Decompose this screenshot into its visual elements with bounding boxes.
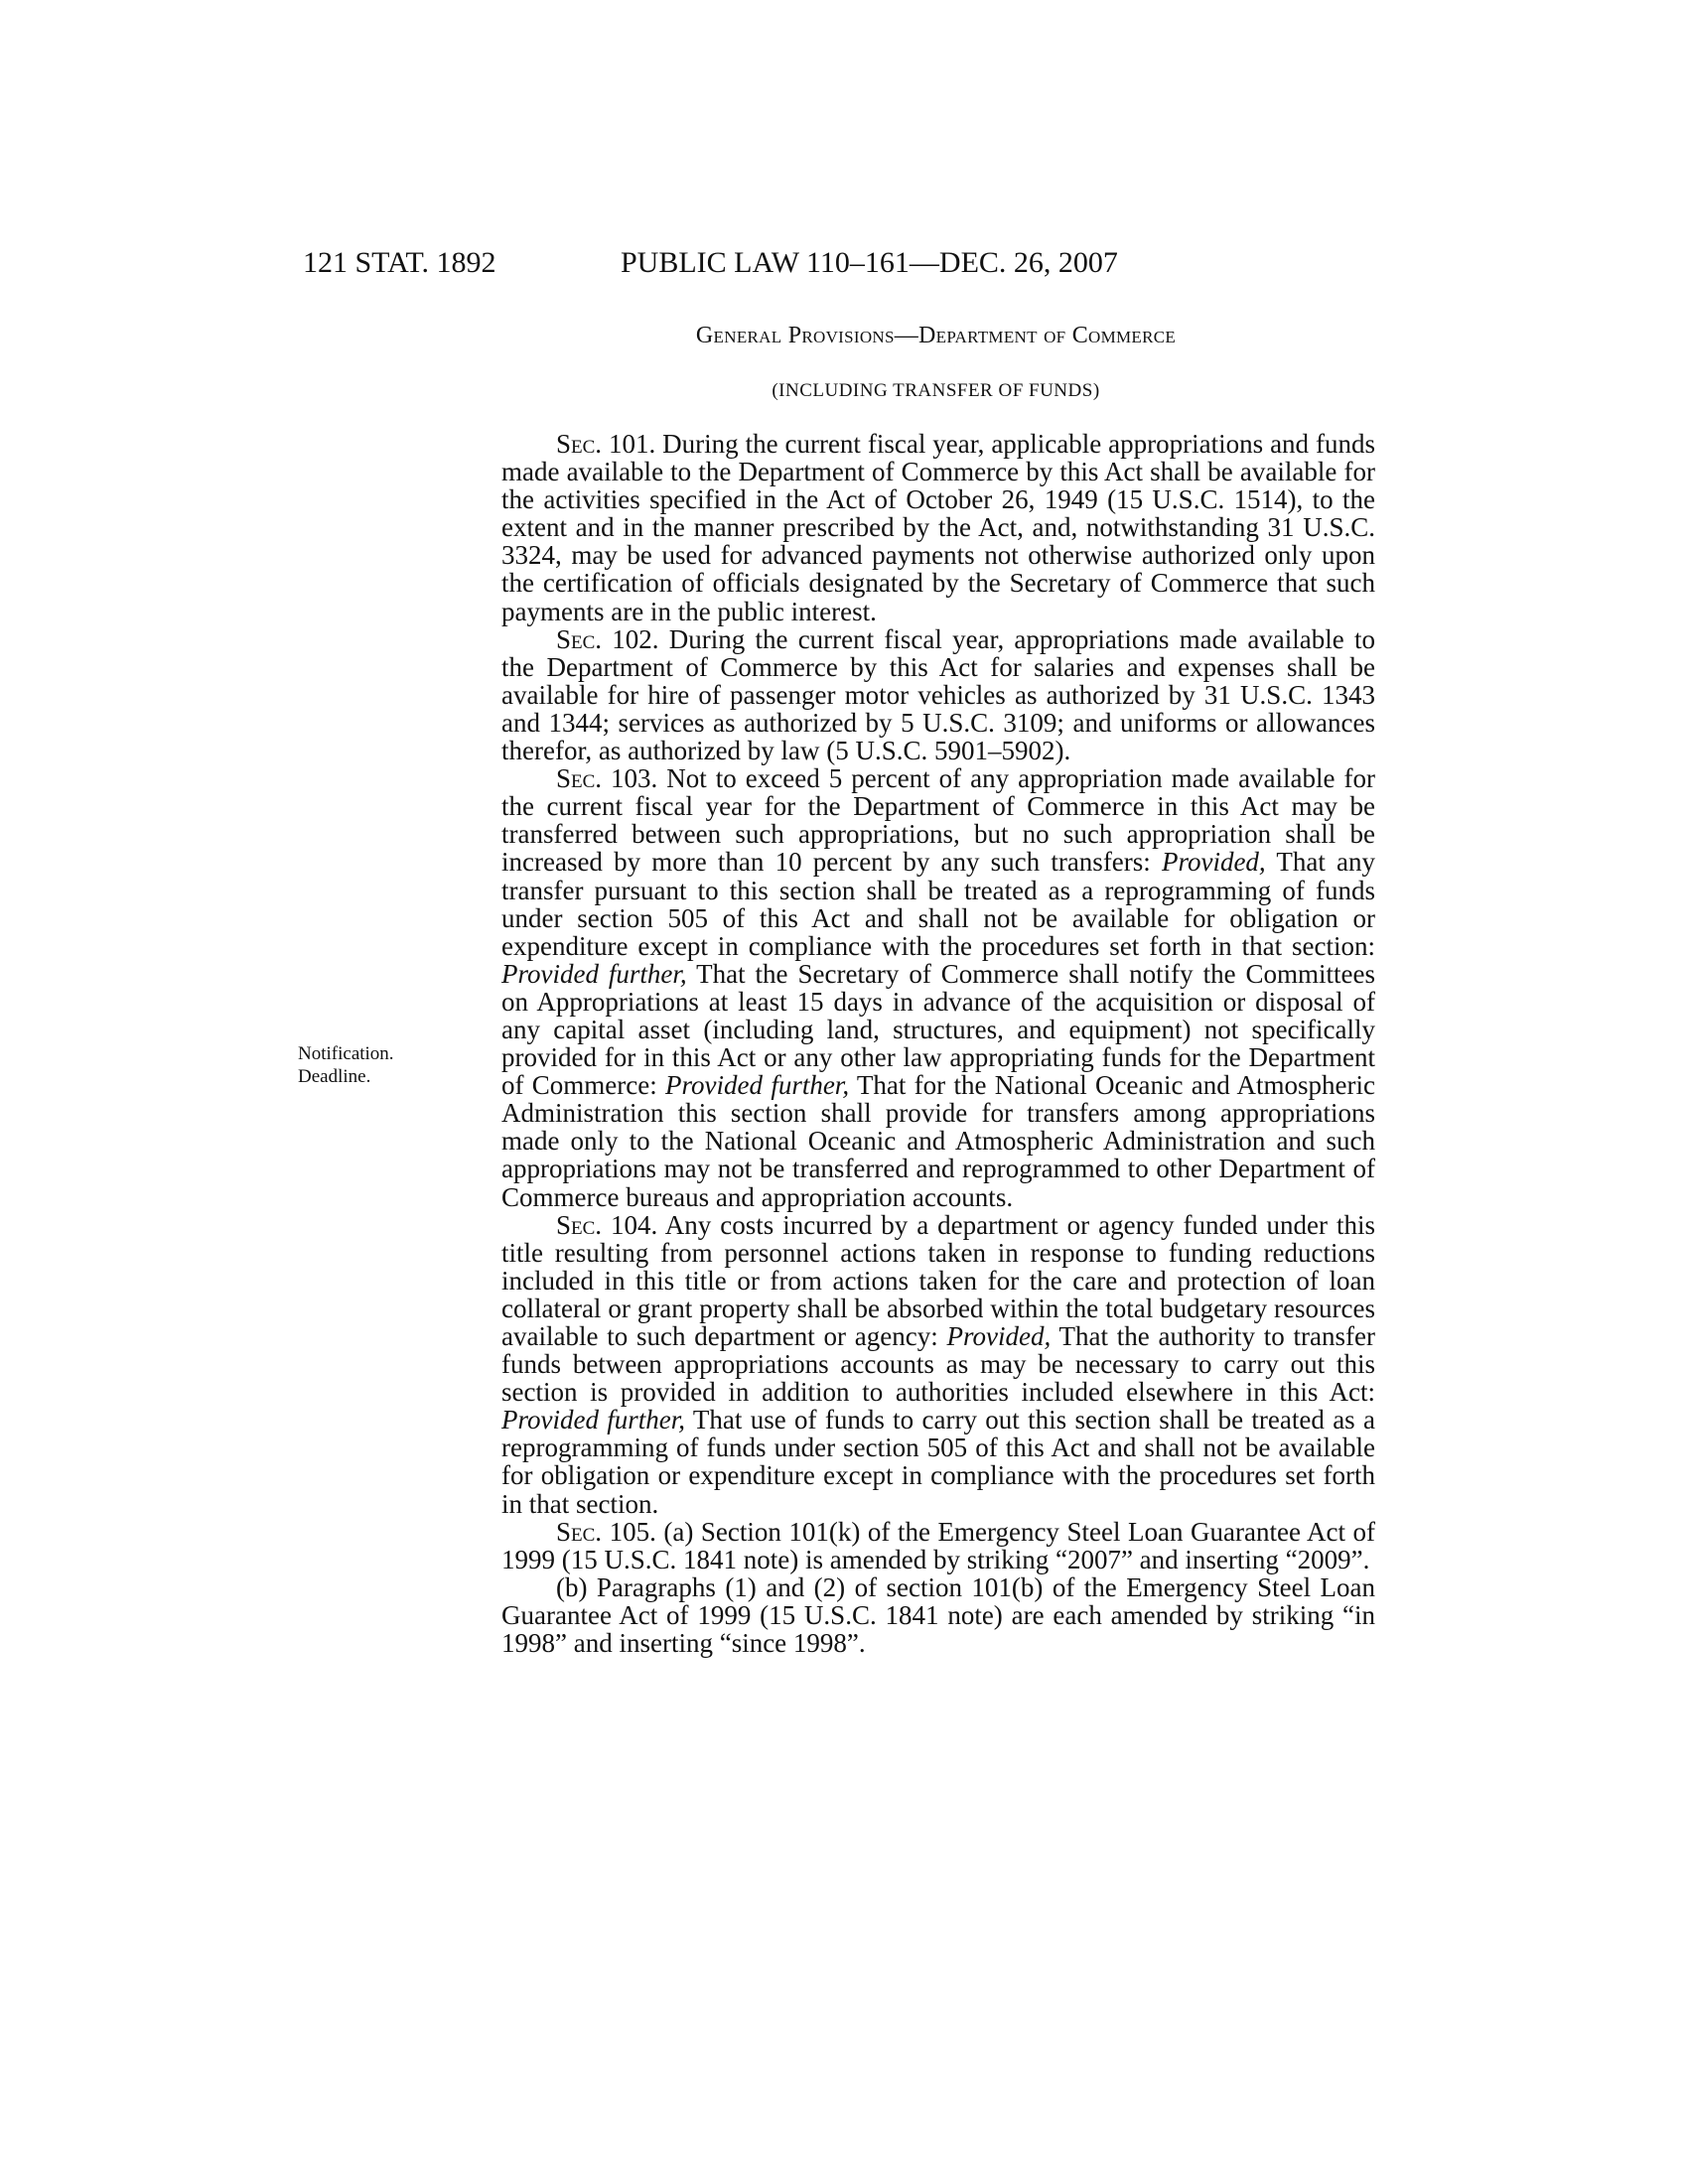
section-103 [501,764,1375,1211]
section-103-text: That any transfer pursuant to this section shall be treated as a reprogramming of funds under section 505 of this Act and shall not be available for obligation or expenditure except in compliance with the procedures set forth in that section: [501,847,1375,961]
section-105a-text: 105. (a) Section 101(k) of the Emergency Steel Loan Guarantee Act of 1999 (15 U.S.C. 1841 note) is amended by striking “2007” and inserting “2009”. [501,1516,1375,1574]
section-101-text: 101. During the current fiscal year, applicable appropriations and funds made available to the Department of Commerce by this Act shall be available for the activities specified in the Act of October 26, 1949 (15 U.S.C. 1514), to the extent and in the manner prescribed by the Act, and, notwithstanding 31 U.S.C. 3324, may be used for advanced payments not otherwise authorized only upon the certification of officials designated by the Secretary of Commerce that such payments are in the public interest. [501,429,1375,626]
section-label: Sec. [556,1516,603,1547]
proviso-text: Provided further, [665,1070,850,1101]
section-subheading: (INCLUDING TRANSFER OF FUNDS) [772,380,1100,401]
section-label: Sec. [556,763,603,794]
section-103-text: That the Secretary of Commerce shall notify the Committees on Appropriations at least 15 days in advance of the acquisition or disposal of any capital asset (including land, structures, and equipment) not specifically provided for in this Act or any other law appropriating funds for the Department of Commerce: [501,958,1375,1101]
section-103-text: 103. Not to exceed 5 percent of any appropriation made available for the current fiscal year for the Department of Commerce in this Act may be transferred between such appropriations, but no such appropriation shall be increased by more than 10 percent by any such transfers: [501,763,1375,878]
section-105b [501,1573,1375,1657]
stat-citation: 121 STAT. 1892 [303,246,496,279]
section-heading: General Provisions—Department of Commerce [695,323,1177,348]
section-label: Sec. [556,1209,603,1240]
section-label: Sec. [556,623,603,654]
proviso-text: Provided, [946,1321,1052,1351]
marginal-note [298,1042,427,1088]
running-head [0,246,1688,286]
section-102 [501,625,1375,764]
proviso-text: Provided further, [501,1405,686,1435]
section-104-text: 104. Any costs incurred by a department or agency funded under this title resulting from personnel actions taken in response to funding reductions included in this title or from actions taken for the care and protection of loan collateral or grant property shall be absorbed within the total budgetary resources available to such department or agency: [501,1209,1375,1351]
section-101 [501,430,1375,625]
marginal-note-deadline: Deadline. [298,1066,371,1087]
section-105a [501,1518,1375,1573]
section-102-text: 102. During the current fiscal year, appropriations made available to the Department of Commerce by this Act for salaries and expenses shall be available for hire of passenger motor vehicles as authorized by 31 U.S.C. 1343 and 1344; services as authorized by 5 U.S.C. 3109; and uniforms or allowances therefor, as authorized by law (5 U.S.C. 5901–5902). [501,623,1375,766]
section-104-text: That use of funds to carry out this section shall be treated as a reprogramming of funds under section 505 of this Act and shall not be available for obligation or expenditure except in compliance with the procedures set forth in that section. [501,1405,1375,1519]
proviso-text: Provided, [1161,847,1266,878]
section-103-text: That for the National Oceanic and Atmospheric Administration this section shall provide for transfers among appropriations made only to the National Oceanic and Atmospheric Administration and such appropriations may not be transferred and reprogrammed to other Department of Commerce bureaus and appropriation accounts. [501,1070,1375,1212]
section-104-text: That the authority to transfer funds between appropriations accounts as may be necessary to carry out this section is provided in addition to authorities included elsewhere in this Act: [501,1321,1375,1408]
marginal-note-notification: Notification. [298,1043,394,1064]
section-104 [501,1211,1375,1518]
proviso-text: Provided further, [501,958,687,989]
public-law-citation: PUBLIC LAW 110–161—DEC. 26, 2007 [621,246,1118,279]
body-text [501,430,1375,1657]
section-label: Sec. [556,429,603,459]
section-105b-text: (b) Paragraphs (1) and (2) of section 101(b) of the Emergency Steel Loan Guarantee Act of 1999 (15 U.S.C. 1841 note) are each amended by striking “in 1998” and inserting “since 1998”. [501,1571,1375,1659]
